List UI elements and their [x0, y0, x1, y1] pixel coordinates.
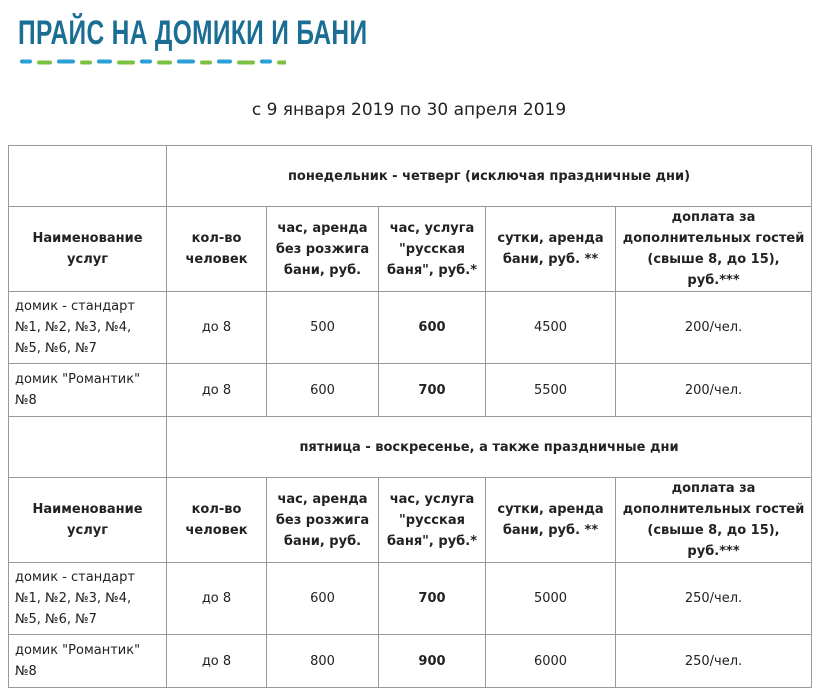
- dash-segment: [37, 61, 52, 65]
- people-count: до 8: [167, 563, 267, 635]
- decorative-dash-line: [20, 58, 286, 66]
- day-rent-price: 5500: [486, 364, 616, 417]
- dash-segment: [157, 61, 172, 65]
- header-day-rent: сутки, аренда бани, руб. **: [486, 478, 616, 563]
- dash-segment: [20, 60, 32, 64]
- hour-bath-price: 700: [379, 563, 486, 635]
- table-row: [9, 635, 812, 688]
- day-rent-price: 6000: [486, 635, 616, 688]
- service-name: домик "Романтик" №8: [9, 635, 167, 688]
- column-header-row: [9, 207, 812, 292]
- header-hour-rent: час, аренда без розжига бани, руб.: [267, 478, 379, 563]
- section-heading: понедельник - четверг (исключая праздничные дни): [167, 146, 812, 207]
- hour-bath-price: 700: [379, 364, 486, 417]
- header: [18, 14, 503, 52]
- dash-segment: [200, 61, 212, 65]
- empty-cell: [9, 417, 167, 478]
- dash-segment: [260, 60, 272, 64]
- dash-segment: [80, 61, 92, 65]
- header-service-name: Наименование услуг: [9, 478, 167, 563]
- people-count: до 8: [167, 635, 267, 688]
- dash-segment: [57, 60, 75, 64]
- hour-rent-price: 600: [267, 563, 379, 635]
- dash-segment: [97, 60, 112, 64]
- hour-bath-price: 600: [379, 292, 486, 364]
- dash-segment: [117, 61, 135, 65]
- price-table: [8, 145, 812, 688]
- table-row: [9, 563, 812, 635]
- hour-bath-price: 900: [379, 635, 486, 688]
- table-row: [9, 292, 812, 364]
- header-people: кол-во человек: [167, 207, 267, 292]
- dash-segment: [237, 61, 255, 65]
- header-service-name: Наименование услуг: [9, 207, 167, 292]
- header-hour-bath: час, услуга "русская баня", руб.*: [379, 207, 486, 292]
- header-hour-rent: час, аренда без розжига бани, руб.: [267, 207, 379, 292]
- period-subtitle: с 9 января 2019 по 30 апреля 2019: [251, 100, 567, 120]
- people-count: до 8: [167, 292, 267, 364]
- dash-segment: [177, 60, 195, 64]
- hour-rent-price: 500: [267, 292, 379, 364]
- hour-rent-price: 600: [267, 364, 379, 417]
- people-count: до 8: [167, 364, 267, 417]
- empty-cell: [9, 146, 167, 207]
- extra-guest-price: 200/чел.: [616, 292, 812, 364]
- service-name: домик "Романтик" №8: [9, 364, 167, 417]
- service-name: домик - стандарт №1, №2, №3, №4, №5, №6, №7: [9, 292, 167, 364]
- page-title: ПРАЙС НА ДОМИКИ И БАНИ: [18, 14, 368, 52]
- dash-segment: [277, 61, 286, 65]
- dash-segment: [217, 60, 232, 64]
- extra-guest-price: 250/чел.: [616, 635, 812, 688]
- header-people: кол-во человек: [167, 478, 267, 563]
- service-name: домик - стандарт №1, №2, №3, №4, №5, №6, №7: [9, 563, 167, 635]
- hour-rent-price: 800: [267, 635, 379, 688]
- day-rent-price: 5000: [486, 563, 616, 635]
- section-heading: пятница - воскресенье, а также праздничные дни: [167, 417, 812, 478]
- header-extra-guests: доплата за дополнительных гостей (свыше 8, до 15), руб.***: [616, 478, 812, 563]
- dash-segment: [140, 60, 152, 64]
- extra-guest-price: 250/чел.: [616, 563, 812, 635]
- header-extra-guests: доплата за дополнительных гостей (свыше 8, до 15), руб.***: [616, 207, 812, 292]
- extra-guest-price: 200/чел.: [616, 364, 812, 417]
- header-hour-bath: час, услуга "русская баня", руб.*: [379, 478, 486, 563]
- column-header-row: [9, 478, 812, 563]
- section-heading-row: [9, 417, 812, 478]
- table-row: [9, 364, 812, 417]
- day-rent-price: 4500: [486, 292, 616, 364]
- section-heading-row: [9, 146, 812, 207]
- header-day-rent: сутки, аренда бани, руб. **: [486, 207, 616, 292]
